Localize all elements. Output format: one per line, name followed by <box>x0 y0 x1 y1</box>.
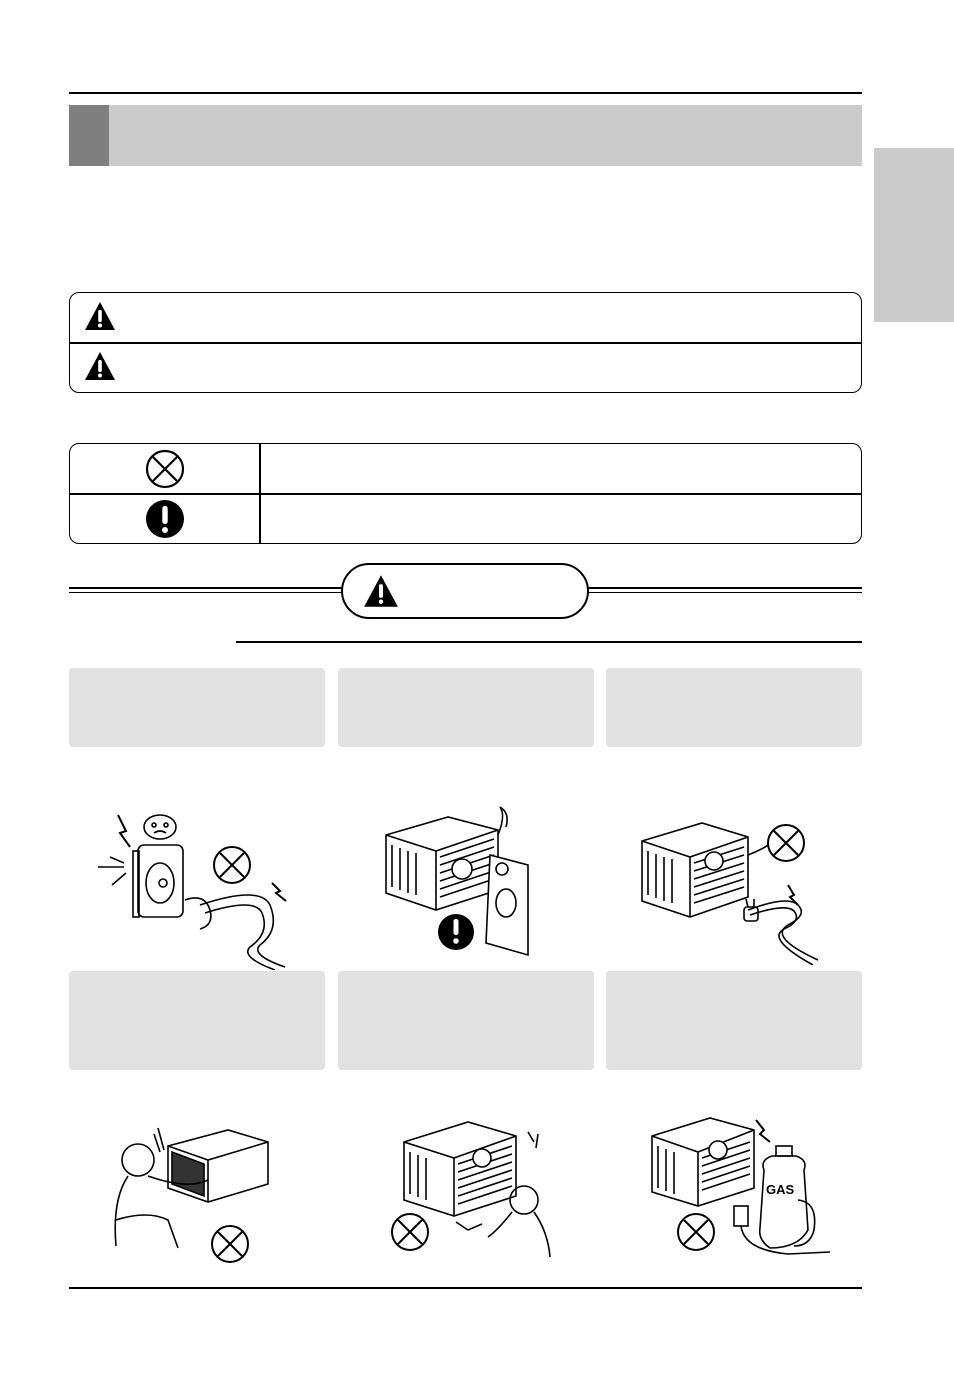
caption-panel-6 <box>606 971 862 1070</box>
caution-rule-right <box>587 587 862 593</box>
illustration-dedicated-outlet <box>378 805 558 965</box>
mandatory-exclamation-icon <box>145 499 185 539</box>
section-title-bar <box>69 105 862 166</box>
subsection-rule <box>236 641 862 643</box>
prohibited-circle-x-icon <box>145 449 185 489</box>
symbol-legend-divider <box>69 493 862 495</box>
caption-panel-5 <box>338 971 594 1070</box>
warning-triangle-icon <box>84 301 116 331</box>
illustration-lifting-unit <box>108 1120 278 1265</box>
caution-rule-left <box>69 587 343 593</box>
caption-panel-4 <box>69 971 325 1070</box>
illustration-gas-cylinder <box>648 1110 830 1260</box>
warning-triangle-icon <box>363 574 399 608</box>
caption-panel-1 <box>69 668 325 747</box>
gas-label: GAS <box>766 1182 795 1197</box>
signal-word-divider <box>69 342 862 344</box>
illustration-damaged-outlet <box>90 805 310 970</box>
symbol-legend-column-line <box>259 443 261 544</box>
bottom-rule <box>69 1287 862 1289</box>
illustration-pull-plug <box>638 815 828 965</box>
top-rule <box>69 92 862 94</box>
caption-panel-2 <box>338 668 594 747</box>
illustration-wet-hands <box>388 1112 558 1262</box>
caption-panel-3 <box>606 668 862 747</box>
side-language-tab <box>874 148 954 322</box>
section-title-marker <box>69 105 109 166</box>
warning-triangle-icon <box>84 351 116 381</box>
